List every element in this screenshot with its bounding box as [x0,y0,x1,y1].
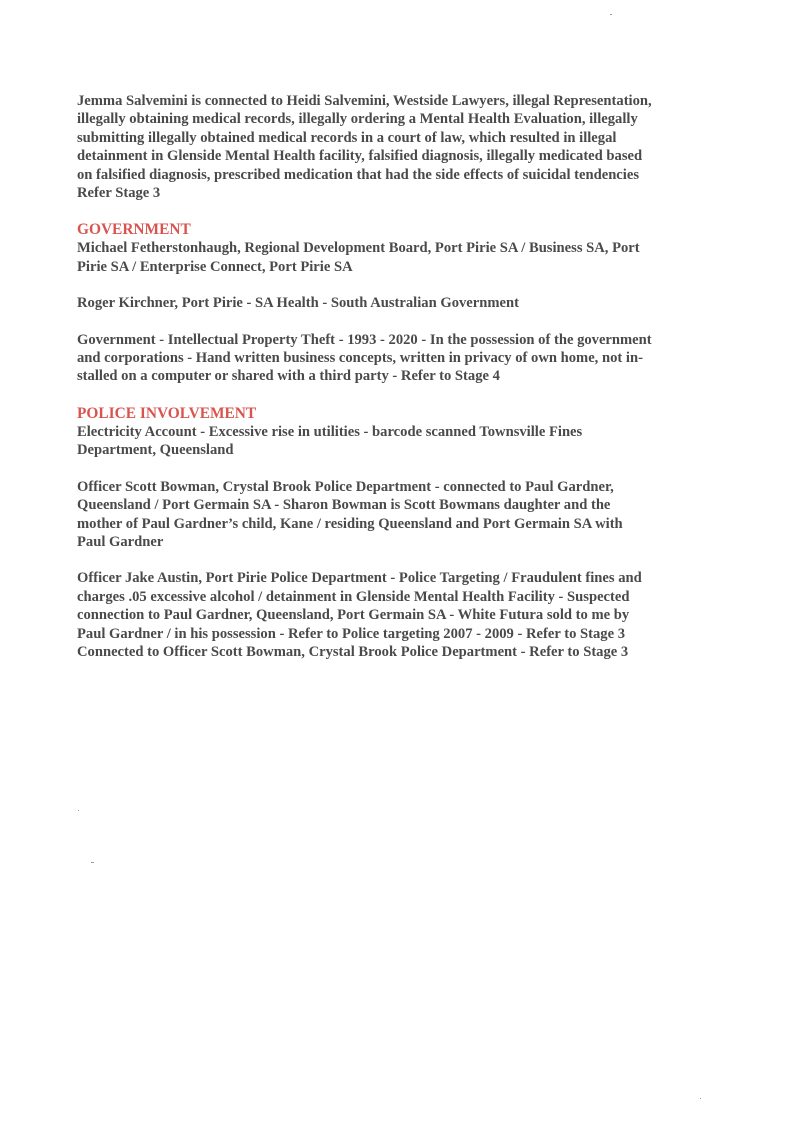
government-paragraph-1: Michael Fetherstonhaugh, Regional Development Board, Port Pirie SA / Business SA, Port Pirie SA / Enterprise Connect, Port Pirie SA [77,240,640,275]
police-heading: POLICE INVOLVEMENT [77,404,257,422]
spacer [77,276,717,294]
scan-speck [700,1098,701,1099]
police-paragraph-3: Officer Jake Austin, Port Pirie Police Department - Police Targeting / Fraudulent fines and charges .05 excessive alcohol / detainment in Glenside Mental Health Facility - Suspected connection to Paul Gardner, Queensland, Port Germain SA - White Futura sold to me by Paul Gardner / in his possession - Refer to Police targeting 2007 - 2009 - Refer to Stage 3 Connected to Officer Scott Bowman, Crystal Brook Police Department - Refer to Stage 3 [77,570,642,660]
government-paragraph-3: Government - Intellectual Property Theft - 1993 - 2020 - In the possession of the government and corporations - Hand written business concepts, written in privacy of own home, not in- stalled on a computer or shared with a third party - Refer to Stage 4 [77,331,652,385]
spacer [77,202,717,220]
government-heading: GOVERNMENT [77,221,191,239]
government-paragraph-2: Roger Kirchner, Port Pirie - SA Health - South Australian Government [77,295,519,312]
scan-speck [91,862,94,863]
spacer [77,386,717,404]
police-paragraph-2: Officer Scott Bowman, Crystal Brook Police Department - connected to Paul Gardner, Queensland / Port Germain SA - Sharon Bowman is Scott Bowmans daughter and the mother of Paul Gardner’s child, Kane / residing Queensland and Port Germain SA with Paul Gardner [77,478,623,550]
spacer [77,313,717,331]
scan-speck [610,14,612,15]
intro-paragraph: Jemma Salvemini is connected to Heidi Salvemini, Westside Lawyers, illegal Representation, illegally obtaining medical records, illegally ordering a Mental Health Evaluation, illegally submitting illegally obtained medical records in a court of law, which resulted in illegal detainment in Glenside Mental Health facility, falsified diagnosis, illegally medicated based on falsified diagnosis, prescribed medication that had the side effects of suicidal tendencies Refer Stage 3 [77,93,652,202]
spacer [77,460,717,478]
police-paragraph-1: Electricity Account - Excessive rise in utilities - barcode scanned Townsville Fines Department, Queensland [77,423,583,459]
scan-speck [78,810,79,811]
spacer [77,551,717,569]
document-body [77,92,717,661]
